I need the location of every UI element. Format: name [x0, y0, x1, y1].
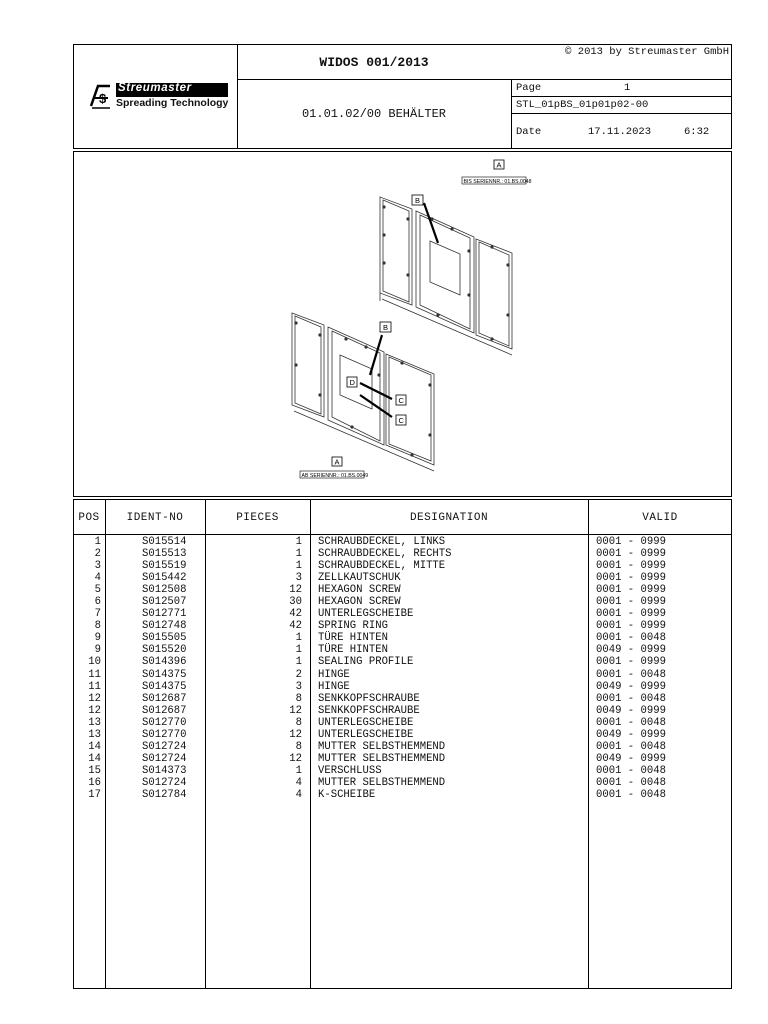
table-cell-designation: SENKKOPFSCHRAUBE	[318, 704, 420, 717]
table-cell-valid: 0049 - 0999	[596, 644, 666, 657]
table-cell-valid: 0001 - 0999	[596, 584, 666, 597]
table-cell-ident: S012784	[142, 788, 187, 801]
table-cell-pieces: 12	[289, 728, 302, 741]
table-cell-ident: S014375	[142, 668, 187, 681]
table-cell-ident: S012507	[142, 596, 187, 609]
table-cell-pieces: 1	[295, 632, 302, 645]
table-cell-ident: S012687	[142, 692, 187, 705]
table-cell-pos: 16	[88, 776, 101, 789]
detail-label-c-lower: C	[398, 416, 404, 425]
table-cell-pos: 11	[88, 680, 101, 693]
table-cell-valid: 0001 - 0048	[596, 764, 666, 777]
table-cell-valid: 0049 - 0999	[596, 728, 666, 741]
col-divider-4	[588, 499, 589, 989]
table-cell-designation: VERSCHLUSS	[318, 764, 382, 777]
table-cell-ident: S012770	[142, 716, 187, 729]
table-cell-pos: 9	[94, 632, 101, 645]
table-cell-ident: S015519	[142, 560, 187, 573]
logo-brand: Streumaster	[118, 82, 192, 94]
table-cell-valid: 0001 - 0048	[596, 716, 666, 729]
date-label: Date	[516, 126, 542, 138]
copyright-notice: © 2013 by Streumaster GmbH	[565, 46, 729, 58]
table-cell-pieces: 30	[289, 596, 302, 609]
table-cell-pieces: 1	[295, 656, 302, 669]
table-cell-pieces: 8	[295, 740, 302, 753]
table-cell-ident: S015505	[142, 632, 187, 645]
table-cell-designation: K-SCHEIBE	[318, 788, 376, 801]
table-cell-designation: SCHRAUBDECKEL, MITTE	[318, 560, 446, 573]
table-cell-designation: SEALING PROFILE	[318, 656, 414, 669]
table-cell-pos: 2	[94, 548, 101, 561]
table-cell-valid: 0001 - 0999	[596, 656, 666, 669]
table-cell-pieces: 12	[289, 704, 302, 717]
table-cell-pos: 10	[88, 656, 101, 669]
table-cell-pieces: 1	[295, 764, 302, 777]
svg-text:$: $	[99, 91, 107, 106]
table-cell-designation: UNTERLEGSCHEIBE	[318, 728, 414, 741]
table-cell-designation: HEXAGON SCREW	[318, 596, 401, 609]
table-cell-valid: 0001 - 0999	[596, 572, 666, 585]
table-cell-valid: 0001 - 0999	[596, 536, 666, 548]
table-cell-pieces: 4	[295, 776, 302, 789]
table-cell-valid: 0049 - 0999	[596, 752, 666, 765]
table-cell-designation: SENKKOPFSCHRAUBE	[318, 692, 420, 705]
serial-note-bottom: AB SERIENNR.: 01.BS.0049	[301, 473, 369, 479]
table-cell-ident: S012748	[142, 620, 187, 633]
column-ident	[142, 536, 202, 801]
column-header-designation: DESIGNATION	[409, 512, 489, 524]
logo-tagline: Spreading Technology	[116, 97, 229, 109]
table-cell-pieces: 12	[289, 584, 302, 597]
company-logo	[88, 82, 228, 112]
header-row-line-2	[511, 96, 732, 97]
column-designation	[318, 536, 583, 801]
table-cell-pieces: 1	[295, 548, 302, 561]
col-divider-1	[105, 499, 106, 989]
table-cell-pos: 15	[88, 764, 101, 777]
column-valid	[596, 536, 726, 801]
table-cell-valid: 0001 - 0048	[596, 692, 666, 705]
table-cell-designation: SPRING RING	[318, 620, 388, 633]
table-cell-ident: S014373	[142, 764, 187, 777]
table-cell-ident: S012770	[142, 728, 187, 741]
table-cell-pos: 7	[94, 608, 101, 621]
table-cell-pieces: 8	[295, 692, 302, 705]
table-cell-designation: HINGE	[318, 668, 350, 681]
table-cell-valid: 0001 - 0048	[596, 632, 666, 645]
table-cell-pos: 8	[94, 620, 101, 633]
table-cell-designation: SCHRAUBDECKEL, LINKS	[318, 536, 446, 548]
table-cell-ident: S015520	[142, 644, 187, 657]
table-cell-valid: 0001 - 0048	[596, 740, 666, 753]
date-value: 17.11.2023	[588, 126, 652, 138]
table-cell-pos: 3	[94, 560, 101, 573]
table-cell-valid: 0049 - 0999	[596, 680, 666, 693]
table-cell-designation: UNTERLEGSCHEIBE	[318, 608, 414, 621]
col-divider-2	[205, 499, 206, 989]
serial-note-top: BIS SERIENNR.: 01.BS.0048	[463, 179, 532, 185]
column-header-ident: IDENT-NO	[126, 512, 184, 524]
column-pos	[76, 536, 101, 801]
table-cell-designation: UNTERLEGSCHEIBE	[318, 716, 414, 729]
table-cell-valid: 0001 - 0999	[596, 608, 666, 621]
document-code: STL_01pBS_01p01p02-00	[516, 99, 649, 111]
document-title: WIDOS 001/2013	[319, 55, 429, 70]
column-pieces	[262, 536, 302, 801]
view-label-a-bottom: A	[334, 457, 340, 467]
header-divider-right	[511, 79, 512, 149]
table-cell-pos: 17	[88, 788, 101, 801]
table-cell-ident: S015514	[142, 536, 187, 548]
column-header-valid: VALID	[642, 512, 678, 524]
table-cell-ident: S015442	[142, 572, 187, 585]
column-header-pos: POS	[78, 512, 100, 524]
table-cell-designation: TÜRE HINTEN	[318, 644, 388, 657]
table-cell-valid: 0001 - 0999	[596, 560, 666, 573]
table-cell-ident: S014396	[142, 656, 187, 669]
detail-label-b-bottom: B	[383, 323, 389, 332]
table-cell-valid: 0001 - 0048	[596, 776, 666, 789]
table-cell-designation: MUTTER SELBSTHEMMEND	[318, 776, 446, 789]
header-row-line-1	[237, 79, 732, 80]
view-label-a-top: A	[496, 160, 502, 170]
table-cell-pieces: 2	[295, 668, 302, 681]
table-cell-designation: HINGE	[318, 680, 350, 693]
table-cell-ident: S012724	[142, 752, 187, 765]
table-cell-pos: 12	[88, 704, 101, 717]
detail-label-c-upper: C	[398, 396, 404, 405]
col-divider-3	[310, 499, 311, 989]
table-cell-pos: 1	[94, 536, 101, 548]
table-cell-pos: 6	[94, 596, 101, 609]
table-cell-pos: 5	[94, 584, 101, 597]
table-cell-pieces: 3	[295, 572, 302, 585]
table-cell-pos: 13	[88, 728, 101, 741]
table-cell-pos: 13	[88, 716, 101, 729]
table-cell-ident: S012771	[142, 608, 187, 621]
table-cell-valid: 0001 - 0999	[596, 620, 666, 633]
table-cell-ident: S015513	[142, 548, 187, 561]
detail-label-b-top: B	[415, 196, 421, 205]
table-cell-ident: S014375	[142, 680, 187, 693]
table-cell-ident: S012724	[142, 776, 187, 789]
table-cell-pieces: 3	[295, 680, 302, 693]
logo-mark-icon	[88, 82, 114, 110]
table-cell-valid: 0001 - 0048	[596, 788, 666, 801]
table-cell-pos: 11	[88, 668, 101, 681]
table-cell-ident: S012724	[142, 740, 187, 753]
detail-label-d: D	[349, 378, 355, 387]
table-cell-valid: 0001 - 0999	[596, 548, 666, 561]
table-cell-designation: MUTTER SELBSTHEMMEND	[318, 740, 446, 753]
table-cell-ident: S012508	[142, 584, 187, 597]
table-cell-designation: HEXAGON SCREW	[318, 584, 401, 597]
table-cell-pos: 4	[94, 572, 101, 585]
table-cell-pieces: 42	[289, 620, 302, 633]
table-cell-pos: 12	[88, 692, 101, 705]
table-cell-valid: 0049 - 0999	[596, 704, 666, 717]
table-cell-pos: 14	[88, 740, 101, 753]
page-number: 1	[624, 82, 631, 94]
table-header-line	[73, 534, 732, 535]
table-cell-pieces: 42	[289, 608, 302, 621]
table-cell-designation: TÜRE HINTEN	[318, 632, 388, 645]
table-cell-pieces: 8	[295, 716, 302, 729]
page-label: Page	[516, 82, 542, 94]
table-cell-pos: 14	[88, 752, 101, 765]
document-subtitle: 01.01.02/00 BEHÄLTER	[301, 107, 447, 121]
table-cell-pieces: 12	[289, 752, 302, 765]
exploded-assembly-drawing	[262, 155, 552, 490]
table-cell-ident: S012687	[142, 704, 187, 717]
table-cell-valid: 0001 - 0048	[596, 668, 666, 681]
header-row-line-3	[511, 113, 732, 114]
table-cell-pieces: 4	[295, 788, 302, 801]
time-value: 6:32	[684, 126, 710, 138]
table-cell-designation: MUTTER SELBSTHEMMEND	[318, 752, 446, 765]
table-cell-pieces: 1	[295, 536, 302, 548]
table-cell-designation: SCHRAUBDECKEL, RECHTS	[318, 548, 452, 561]
table-cell-designation: ZELLKAUTSCHUK	[318, 572, 401, 585]
table-cell-pos: 9	[94, 644, 101, 657]
table-cell-pieces: 1	[295, 560, 302, 573]
table-cell-valid: 0001 - 0999	[596, 596, 666, 609]
table-cell-pieces: 1	[295, 644, 302, 657]
column-header-pieces: PIECES	[236, 512, 279, 524]
